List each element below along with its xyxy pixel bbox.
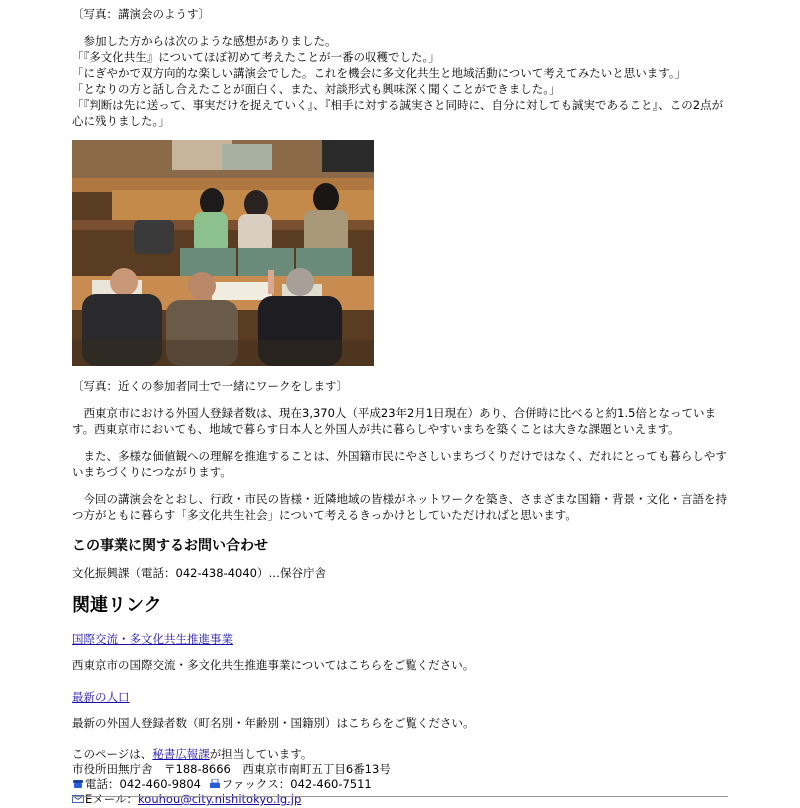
- workshop-photo: [72, 140, 374, 366]
- page-footer: [72, 747, 732, 807]
- contact-heading: この事業に関するお問い合わせ: [72, 538, 268, 554]
- footer-responsible: このページは、秘書広報課が担当しています。: [72, 747, 313, 761]
- photo-caption-lecture: 〔写真：講演会のようす〕: [72, 7, 210, 21]
- link-international-exchange[interactable]: 国際交流・多文化共生推進事業: [72, 632, 233, 646]
- main-content: [72, 6, 732, 807]
- body-paragraph: 今回の講演会をとおし、行政・市民の皆様・近隣地域の皆様がネットワークを築き、さまざまな国籍・背景・文化・言語を持つ方がともに暮らす「多文化共生社会」について考えるきっかけとしていただければと思います。: [72, 492, 728, 522]
- feedback-lead: 参加した方からは次のような感想がありました。: [83, 34, 337, 48]
- body-paragraph: 西東京市における外国人登録者数は、現在3,370人（平成23年2月1日現在）あり、合併時に比べると約1.5倍となっています。西東京市においても、地域で暮らす日本人と外国人が共に暮らしやすいまちを築くことは大きな課題といえます。: [72, 406, 716, 436]
- fax-icon: [209, 778, 221, 788]
- body-paragraph: また、多様な価値観への理解を推進することは、外国籍市民にやさしいまちづくりだけではなく、だれにとっても暮らしやすいまちづくりにつながります。: [72, 449, 727, 479]
- feedback-quote: 「にぎやかで双方向的な楽しい講演会でした。これを機会に多文化共生と地域活動について考えてみたいと思います。」: [72, 66, 687, 80]
- link-latest-population[interactable]: 最新の人口: [72, 690, 130, 704]
- footer-email: Eメール：kouhou@city.nishitokyo.lg.jp: [72, 792, 732, 807]
- related-links-heading: 関連リンク: [72, 595, 162, 616]
- phone-icon: [72, 778, 84, 788]
- link-description: 西東京市の国際交流・多文化共生推進事業についてはこちらをご覧ください。: [72, 658, 475, 672]
- link-secretary-pr-division[interactable]: 秘書広報課: [152, 747, 210, 761]
- email-link[interactable]: kouhou@city.nishitokyo.lg.jp: [138, 792, 302, 806]
- footer-divider: [72, 796, 728, 797]
- link-description: 最新の外国人登録者数（町名別・年齢別・国籍別）はこちらをご覧ください。: [72, 716, 475, 730]
- feedback-quote: 「となりの方と話し合えたことが面白く、また、対談形式も興味深く聞くことができました。」: [72, 82, 561, 96]
- photo-caption-workshop: 〔写真：近くの参加者同士で一緒にワークをします〕: [72, 379, 348, 393]
- footer-address: 市役所田無庁舎 〒188-8666 西東京市南町五丁目6番13号: [72, 762, 391, 776]
- footer-phone-fax: 電話：042-460-9804 ファックス：042-460-7511: [72, 777, 732, 792]
- feedback-quote: 「『判断は先に送って、事実だけを捉えていく』、『相手に対する誠実さと同時に、自分に対しても誠実であること』、この2点が心に残りました。」: [72, 98, 724, 128]
- feedback-quote: 「『多文化共生』についてほぼ初めて考えたことが一番の収穫でした。」: [72, 50, 440, 64]
- feedback-section: [72, 33, 732, 129]
- contact-text: 文化振興課（電話：042-438-4040）…保谷庁舎: [72, 566, 326, 580]
